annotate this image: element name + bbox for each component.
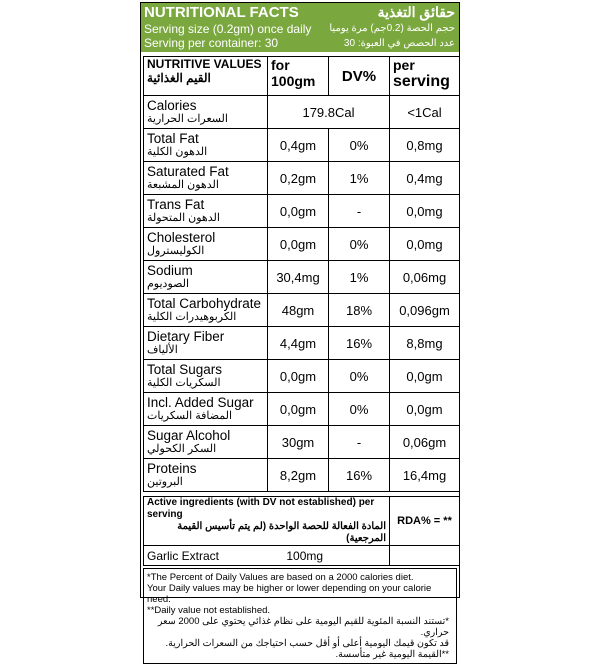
nutrient-name-ar: السكر الكحولي bbox=[147, 443, 217, 455]
per-100-top: for bbox=[271, 57, 290, 73]
nutrient-per-100: 4,4gm bbox=[268, 327, 329, 360]
nutrient-dv: 18% bbox=[329, 294, 390, 327]
nutrient-rows bbox=[144, 129, 460, 492]
ingredient-cell bbox=[144, 546, 390, 566]
nutrition-table bbox=[143, 56, 460, 492]
nutrient-row bbox=[144, 228, 460, 261]
ingredient-amount: 100mg bbox=[286, 548, 324, 563]
nutrient-per-serving: 0,06gm bbox=[390, 426, 460, 459]
nutrient-dv: - bbox=[329, 195, 390, 228]
nutrient-row bbox=[144, 327, 460, 360]
nutritive-values-label-ar: القيم الغذائية bbox=[147, 71, 211, 85]
nutrition-title-ar: حقائق التغذية bbox=[377, 4, 455, 20]
nutrient-dv: 16% bbox=[329, 459, 390, 492]
nutritive-values-header bbox=[144, 57, 268, 96]
nutrient-name-ar: المضافة السكريات bbox=[147, 410, 233, 422]
nutrient-name-cell bbox=[144, 393, 268, 426]
nutrient-name-ar: البروتين bbox=[147, 476, 183, 488]
nutrition-title: NUTRITIONAL FACTS bbox=[144, 4, 299, 21]
nutrient-name: Total Fat bbox=[147, 131, 199, 146]
calories-per-serving: <1Cal bbox=[390, 96, 460, 129]
nutrient-per-100: 8,2gm bbox=[268, 459, 329, 492]
footnote-line-3: **Daily value not established. bbox=[147, 605, 271, 616]
nutrient-name-ar: الألياف bbox=[147, 344, 178, 356]
nutrient-per-serving: 0,096gm bbox=[390, 294, 460, 327]
nutrient-per-serving: 0,8mg bbox=[390, 129, 460, 162]
per-serving-top: per bbox=[393, 57, 415, 73]
nutrient-row bbox=[144, 294, 460, 327]
nutrient-name: Trans Fat bbox=[147, 197, 205, 212]
nutrient-name-cell bbox=[144, 228, 268, 261]
nutrient-name-ar: الكوليسترول bbox=[147, 245, 205, 257]
calories-name-cell bbox=[144, 96, 268, 129]
nutrient-name: Proteins bbox=[147, 461, 197, 476]
nutrition-facts-panel bbox=[140, 2, 460, 660]
nutrient-per-serving: 0,4mg bbox=[390, 162, 460, 195]
nutrient-name: Incl. Added Sugar bbox=[147, 395, 254, 410]
nutrient-name-cell bbox=[144, 129, 268, 162]
nutrient-name: Dietary Fiber bbox=[147, 329, 225, 344]
footnotes bbox=[143, 568, 457, 664]
nutrient-row bbox=[144, 459, 460, 492]
nutrient-dv: 0% bbox=[329, 393, 390, 426]
calories-per-100: 179.8Cal bbox=[268, 96, 390, 129]
per-serving-header bbox=[390, 57, 460, 96]
nutrient-dv: 0% bbox=[329, 360, 390, 393]
nutrient-row bbox=[144, 261, 460, 294]
per-100-header bbox=[268, 57, 329, 96]
nutritive-values-label: NUTRITIVE VALUES bbox=[147, 57, 262, 71]
active-heading: Active ingredients (with DV not established) per serving bbox=[147, 497, 375, 520]
calories-name-ar: السعرات الحرارية bbox=[147, 113, 228, 125]
nutrient-dv: 16% bbox=[329, 327, 390, 360]
nutrient-name-ar: الدهون المشبعة bbox=[147, 179, 219, 191]
nutrient-name-cell bbox=[144, 360, 268, 393]
nutrient-row bbox=[144, 360, 460, 393]
ingredient-row bbox=[144, 546, 460, 566]
rda-cell: RDA% = ** bbox=[390, 497, 460, 546]
nutrition-header bbox=[141, 3, 459, 52]
nutrient-name-ar: الصوديوم bbox=[147, 278, 190, 290]
nutrient-row bbox=[144, 195, 460, 228]
nutrient-per-serving: 0,0mg bbox=[390, 195, 460, 228]
nutrient-per-serving: 8,8mg bbox=[390, 327, 460, 360]
active-heading-row bbox=[144, 497, 460, 546]
nutrient-name: Total Carbohydrate bbox=[147, 296, 262, 311]
nutrient-dv: 1% bbox=[329, 261, 390, 294]
nutrient-per-serving: 0,06mg bbox=[390, 261, 460, 294]
nutrient-name-cell bbox=[144, 195, 268, 228]
active-ingredients-table bbox=[143, 496, 460, 566]
nutrient-name-cell bbox=[144, 162, 268, 195]
nutrient-row bbox=[144, 426, 460, 459]
nutrient-name: Sugar Alcohol bbox=[147, 428, 231, 443]
servings-per-container: Serving per container: 30 bbox=[144, 36, 279, 50]
nutrient-per-serving: 0,0gm bbox=[390, 393, 460, 426]
serving-size-ar: حجم الحصة (0.2جم) مرة يوميا bbox=[329, 23, 455, 34]
table-header-row bbox=[144, 57, 460, 96]
per-serving-bottom: serving bbox=[393, 73, 450, 90]
nutrient-row bbox=[144, 393, 460, 426]
nutrient-per-serving: 0,0mg bbox=[390, 228, 460, 261]
nutrient-name: Saturated Fat bbox=[147, 164, 229, 179]
nutrient-per-serving: 0,0gm bbox=[390, 360, 460, 393]
nutrient-per-100: 0,4gm bbox=[268, 129, 329, 162]
nutrient-per-100: 0,0gm bbox=[268, 195, 329, 228]
nutrient-row bbox=[144, 162, 460, 195]
footnote-ar-3: **القيمة اليومية غير متأسسة. bbox=[335, 649, 449, 660]
nutrient-per-100: 0,0gm bbox=[268, 360, 329, 393]
footnote-line-2: Your Daily values may be higher or lower depending on your calorie need. bbox=[147, 583, 432, 605]
active-heading-cell bbox=[144, 497, 390, 546]
per-100-bottom: 100gm bbox=[271, 73, 316, 89]
nutrient-dv: - bbox=[329, 426, 390, 459]
nutrient-name-ar: الكربوهيدرات الكلية bbox=[147, 311, 237, 323]
nutrient-per-100: 0,2gm bbox=[268, 162, 329, 195]
nutrient-per-100: 0,0gm bbox=[268, 393, 329, 426]
footnote-ar-2: قد تكون قيمك اليومية أعلى أو أقل حسب احتياجك من السعرات الحرارية. bbox=[165, 638, 449, 649]
nutrient-name-cell bbox=[144, 327, 268, 360]
nutrient-name: Cholesterol bbox=[147, 230, 216, 245]
footnote-ar-1: *تستند النسبة المئوية للقيم اليومية على نظام غذائي يحتوي على 2000 سعر حراري. bbox=[157, 616, 449, 638]
nutrient-name-ar: الدهون الكلية bbox=[147, 146, 208, 158]
nutrient-dv: 0% bbox=[329, 228, 390, 261]
servings-per-container-ar: عدد الحصص في العبوة: 30 bbox=[343, 38, 455, 49]
nutrient-per-100: 30gm bbox=[268, 426, 329, 459]
nutrient-dv: 0% bbox=[329, 129, 390, 162]
nutrient-name-cell bbox=[144, 261, 268, 294]
nutrient-name: Total Sugars bbox=[147, 362, 223, 377]
ingredient-name: Garlic Extract bbox=[147, 548, 220, 563]
footnote-line-1: *The Percent of Daily Values are based on a 2000 calories diet. bbox=[147, 572, 414, 583]
calories-name: Calories bbox=[147, 98, 197, 113]
nutrient-per-100: 48gm bbox=[268, 294, 329, 327]
nutrient-name-cell bbox=[144, 294, 268, 327]
nutrient-name-ar: الدهون المتحولة bbox=[147, 212, 220, 224]
nutrient-name-cell bbox=[144, 426, 268, 459]
nutrient-name-ar: السكريات الكلية bbox=[147, 377, 221, 389]
dv-header: DV% bbox=[329, 57, 390, 96]
nutrient-row bbox=[144, 129, 460, 162]
nutrient-per-serving: 16,4mg bbox=[390, 459, 460, 492]
nutrient-per-100: 30,4mg bbox=[268, 261, 329, 294]
ingredient-empty-cell bbox=[390, 546, 460, 566]
nutrient-dv: 1% bbox=[329, 162, 390, 195]
nutrient-name: Sodium bbox=[147, 263, 193, 278]
calories-row bbox=[144, 96, 460, 129]
nutrient-name-cell bbox=[144, 459, 268, 492]
active-heading-ar: المادة الفعالة للحصة الواحدة (لم يتم تأسيس القيمة المرجعية) bbox=[177, 521, 386, 544]
nutrient-per-100: 0,0gm bbox=[268, 228, 329, 261]
serving-size: Serving size (0.2gm) once daily bbox=[144, 22, 312, 36]
